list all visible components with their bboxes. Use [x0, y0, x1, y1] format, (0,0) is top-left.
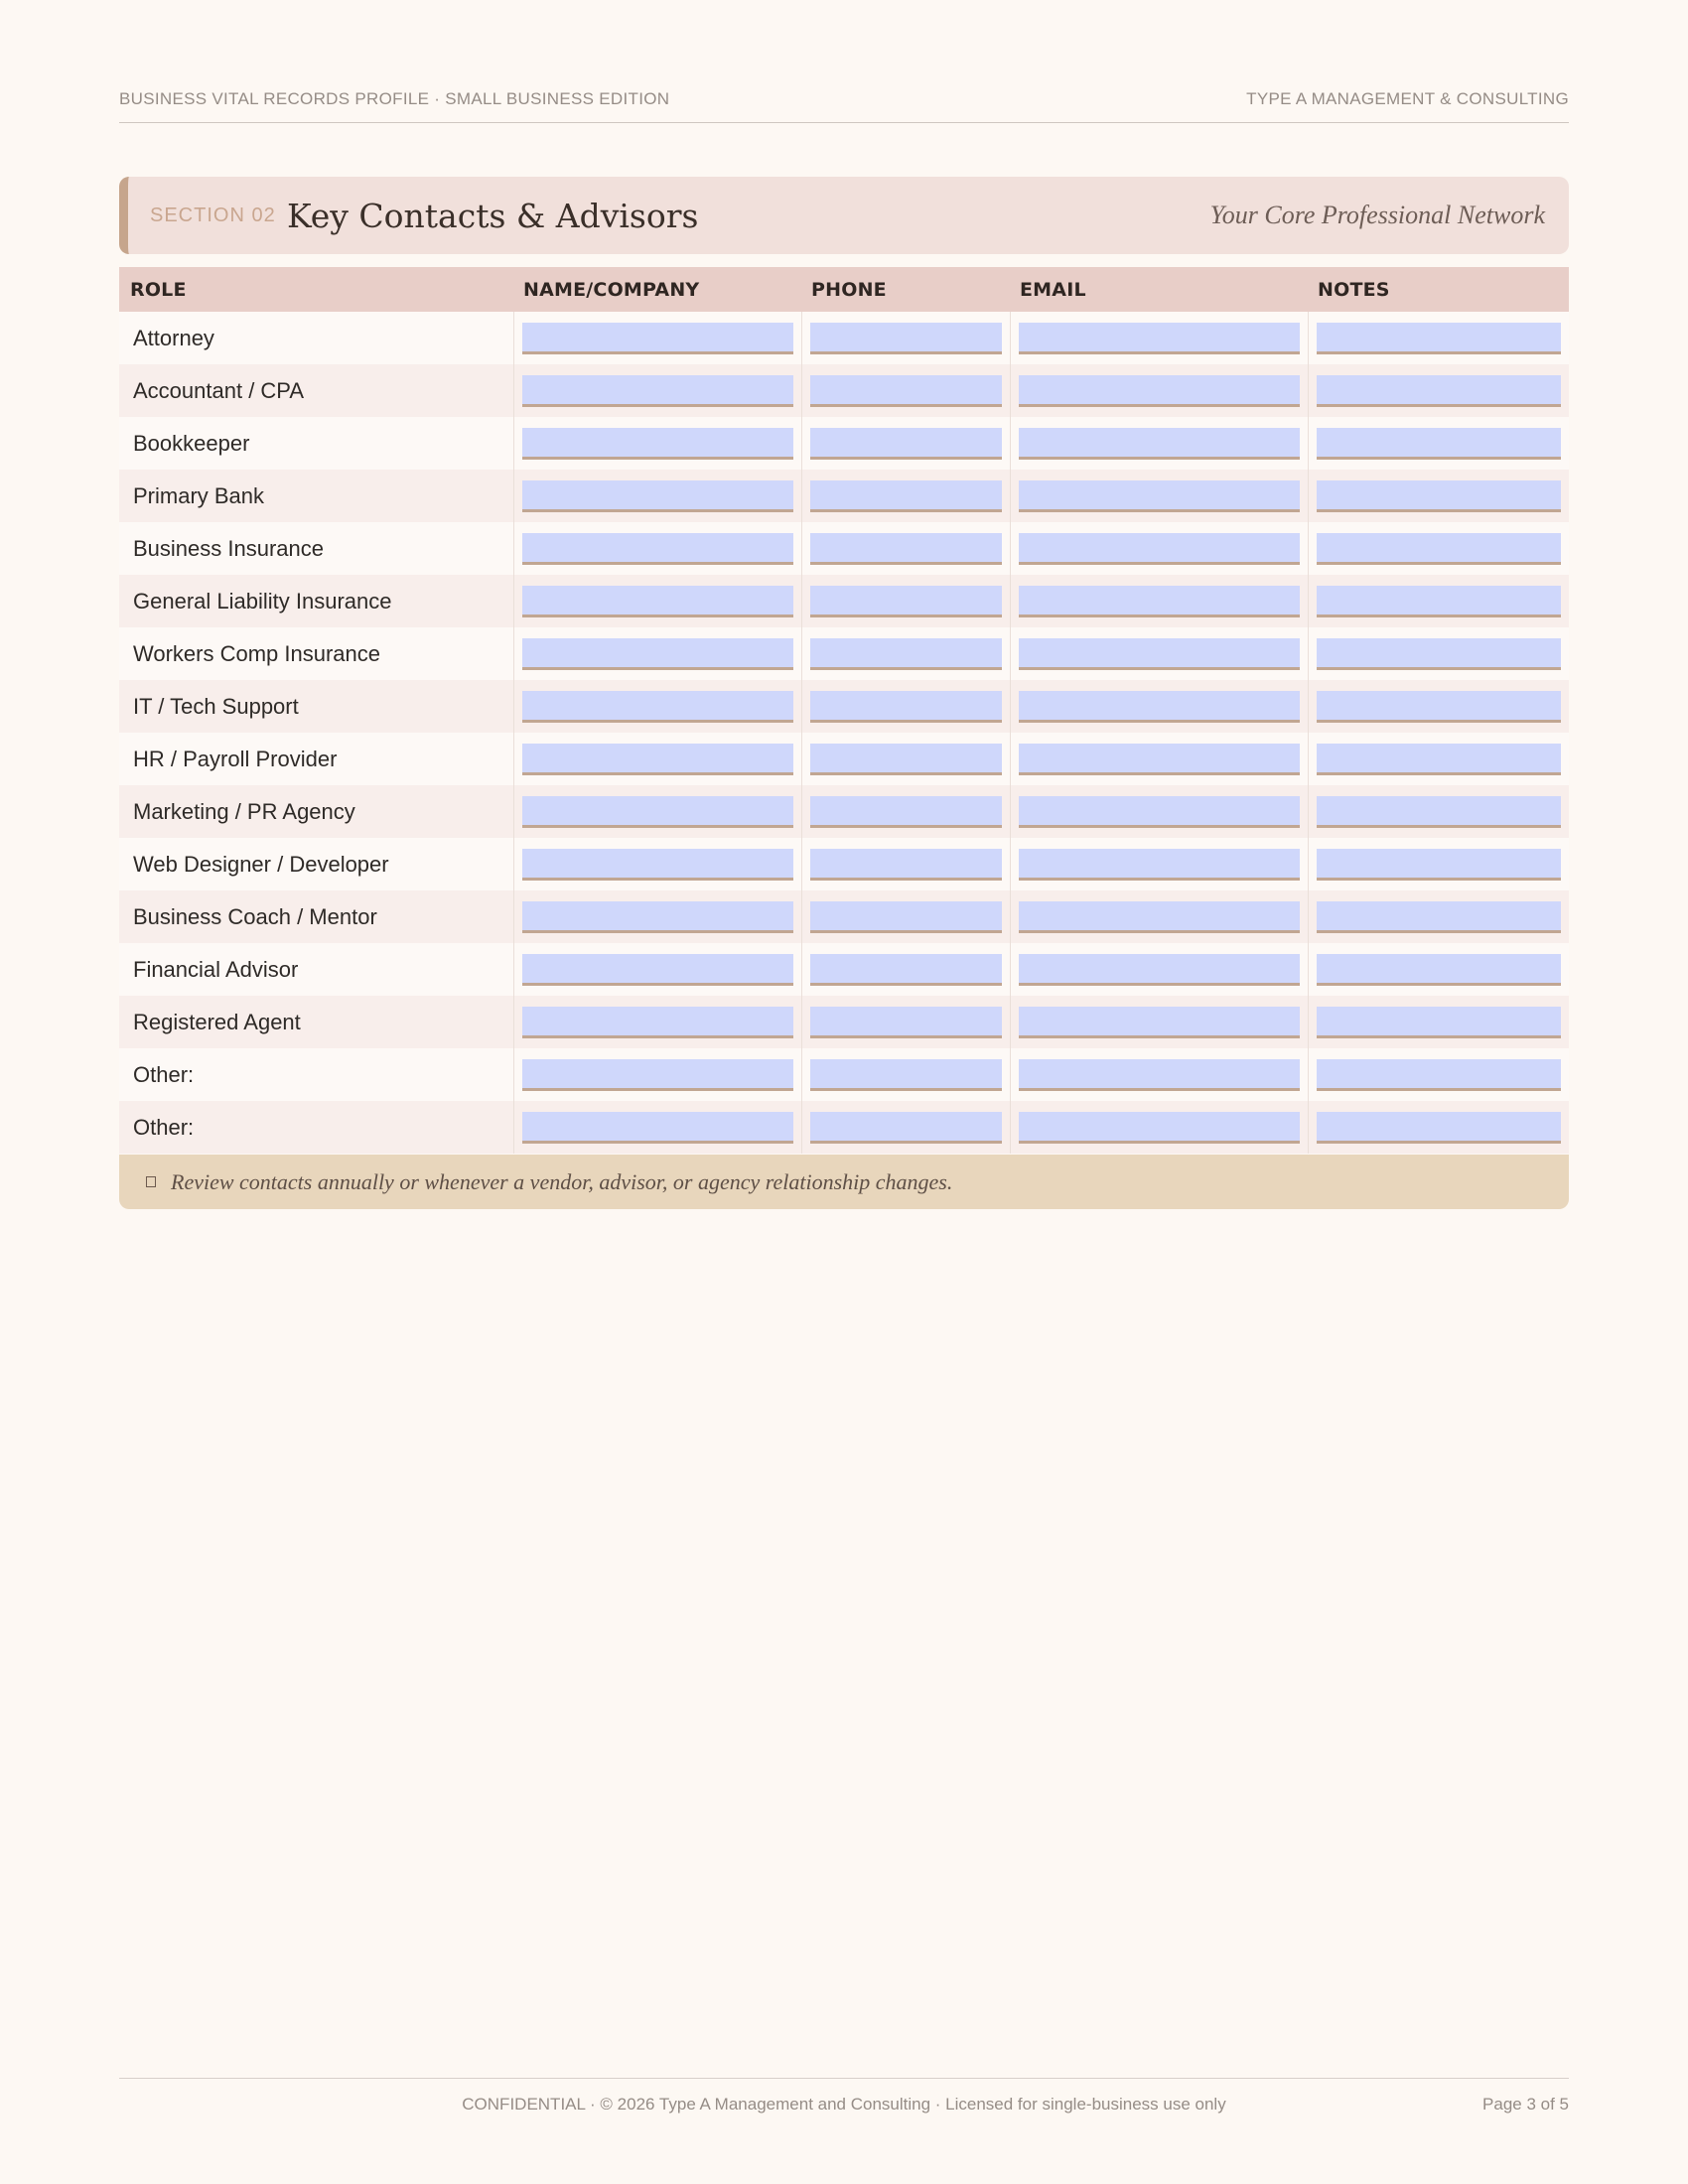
table-row: [119, 996, 1569, 1048]
name-company-cell: [514, 680, 802, 733]
phone-field[interactable]: [810, 1112, 1002, 1144]
email-field[interactable]: [1019, 796, 1300, 828]
notes-cell: [1309, 417, 1569, 470]
notes-field[interactable]: [1317, 744, 1561, 775]
name-company-field[interactable]: [522, 849, 793, 881]
section-banner: [119, 177, 1569, 254]
phone-cell: [802, 1101, 1011, 1154]
table-body: [119, 312, 1569, 1154]
role-label: Web Designer / Developer: [119, 838, 514, 890]
name-company-field[interactable]: [522, 744, 793, 775]
column-header-phone: PHONE: [811, 278, 887, 301]
email-cell: [1011, 838, 1309, 890]
phone-cell: [802, 1048, 1011, 1101]
name-company-cell: [514, 470, 802, 522]
column-header-role: ROLE: [130, 278, 187, 301]
name-company-field[interactable]: [522, 954, 793, 986]
email-field[interactable]: [1019, 375, 1300, 407]
email-field[interactable]: [1019, 849, 1300, 881]
email-field[interactable]: [1019, 533, 1300, 565]
email-cell: [1011, 680, 1309, 733]
phone-cell: [802, 996, 1011, 1048]
phone-field[interactable]: [810, 849, 1002, 881]
name-company-cell: [514, 312, 802, 364]
email-cell: [1011, 785, 1309, 838]
name-company-cell: [514, 627, 802, 680]
phone-cell: [802, 680, 1011, 733]
email-cell: [1011, 890, 1309, 943]
notes-cell: [1309, 575, 1569, 627]
name-company-field[interactable]: [522, 691, 793, 723]
notes-cell: [1309, 627, 1569, 680]
email-cell: [1011, 733, 1309, 785]
role-label: General Liability Insurance: [119, 575, 514, 627]
notes-field[interactable]: [1317, 428, 1561, 460]
table-row: [119, 1048, 1569, 1101]
name-company-field[interactable]: [522, 1112, 793, 1144]
review-note-text: Review contacts annually or whenever a vendor, advisor, or agency relationship changes.: [171, 1168, 953, 1194]
notes-cell: [1309, 522, 1569, 575]
table-row: [119, 680, 1569, 733]
table-row: [119, 575, 1569, 627]
name-company-cell: [514, 522, 802, 575]
notes-cell: [1309, 364, 1569, 417]
section-subtitle: Your Core Professional Network: [1209, 201, 1545, 229]
phone-field[interactable]: [810, 533, 1002, 565]
name-company-field[interactable]: [522, 428, 793, 460]
footer-license: CONFIDENTIAL · © 2026 Type A Management and Consulting · Licensed for single-business use only: [462, 2095, 1226, 2114]
notes-cell: [1309, 890, 1569, 943]
role-label: IT / Tech Support: [119, 680, 514, 733]
phone-cell: [802, 522, 1011, 575]
email-field[interactable]: [1019, 744, 1300, 775]
role-label: Other:: [119, 1048, 514, 1101]
email-cell: [1011, 522, 1309, 575]
review-note: [119, 1155, 1569, 1209]
phone-field[interactable]: [810, 1007, 1002, 1038]
email-cell: [1011, 417, 1309, 470]
notes-field[interactable]: [1317, 638, 1561, 670]
column-header-notes: NOTES: [1318, 278, 1390, 301]
email-field[interactable]: [1019, 428, 1300, 460]
phone-field[interactable]: [810, 375, 1002, 407]
email-cell: [1011, 1101, 1309, 1154]
page-number: Page 3 of 5: [1482, 2095, 1569, 2114]
notes-field[interactable]: [1317, 1007, 1561, 1038]
email-field[interactable]: [1019, 638, 1300, 670]
column-header-email: EMAIL: [1020, 278, 1086, 301]
name-company-field[interactable]: [522, 533, 793, 565]
page-footer: [119, 2078, 1569, 2117]
email-field[interactable]: [1019, 691, 1300, 723]
name-company-cell: [514, 364, 802, 417]
email-field[interactable]: [1019, 1059, 1300, 1091]
notes-cell: [1309, 680, 1569, 733]
notes-cell: [1309, 838, 1569, 890]
role-label: Business Coach / Mentor: [119, 890, 514, 943]
name-company-cell: [514, 838, 802, 890]
table-row: [119, 417, 1569, 470]
table-row: [119, 522, 1569, 575]
role-label: Financial Advisor: [119, 943, 514, 996]
phone-field[interactable]: [810, 744, 1002, 775]
email-cell: [1011, 1048, 1309, 1101]
phone-field[interactable]: [810, 323, 1002, 354]
role-label: Marketing / PR Agency: [119, 785, 514, 838]
notes-cell: [1309, 1048, 1569, 1101]
name-company-cell: [514, 733, 802, 785]
email-cell: [1011, 943, 1309, 996]
notes-field[interactable]: [1317, 533, 1561, 565]
email-field[interactable]: [1019, 586, 1300, 617]
name-company-cell: [514, 890, 802, 943]
name-company-field[interactable]: [522, 323, 793, 354]
phone-field[interactable]: [810, 586, 1002, 617]
name-company-cell: [514, 1048, 802, 1101]
table-row: [119, 890, 1569, 943]
checkbox-icon: [146, 1176, 156, 1187]
notes-cell: [1309, 1101, 1569, 1154]
notes-cell: [1309, 943, 1569, 996]
notes-field[interactable]: [1317, 849, 1561, 881]
phone-field[interactable]: [810, 480, 1002, 512]
notes-field[interactable]: [1317, 375, 1561, 407]
table-row: [119, 364, 1569, 417]
phone-cell: [802, 575, 1011, 627]
name-company-field[interactable]: [522, 1059, 793, 1091]
section-number: SECTION 02: [150, 204, 276, 226]
notes-field[interactable]: [1317, 480, 1561, 512]
phone-cell: [802, 838, 1011, 890]
notes-field[interactable]: [1317, 323, 1561, 354]
table-row: [119, 838, 1569, 890]
phone-cell: [802, 890, 1011, 943]
name-company-field[interactable]: [522, 638, 793, 670]
notes-cell: [1309, 733, 1569, 785]
email-field[interactable]: [1019, 954, 1300, 986]
name-company-field[interactable]: [522, 480, 793, 512]
email-cell: [1011, 312, 1309, 364]
email-cell: [1011, 470, 1309, 522]
role-label: Workers Comp Insurance: [119, 627, 514, 680]
notes-field[interactable]: [1317, 1059, 1561, 1091]
phone-field[interactable]: [810, 796, 1002, 828]
table-row: [119, 785, 1569, 838]
role-label: Accountant / CPA: [119, 364, 514, 417]
table-row: [119, 312, 1569, 364]
page-header: [119, 89, 1569, 123]
notes-cell: [1309, 470, 1569, 522]
notes-field[interactable]: [1317, 954, 1561, 986]
publisher-name: TYPE A MANAGEMENT & CONSULTING: [1246, 89, 1569, 108]
table-row: [119, 943, 1569, 996]
role-label: Primary Bank: [119, 470, 514, 522]
name-company-cell: [514, 943, 802, 996]
phone-field[interactable]: [810, 1059, 1002, 1091]
phone-field[interactable]: [810, 638, 1002, 670]
section-title: Key Contacts & Advisors: [287, 196, 699, 235]
role-label: Business Insurance: [119, 522, 514, 575]
role-label: Attorney: [119, 312, 514, 364]
notes-cell: [1309, 785, 1569, 838]
name-company-field[interactable]: [522, 586, 793, 617]
phone-cell: [802, 943, 1011, 996]
notes-field[interactable]: [1317, 796, 1561, 828]
document-title: BUSINESS VITAL RECORDS PROFILE · SMALL BUSINESS EDITION: [119, 89, 670, 108]
role-label: Bookkeeper: [119, 417, 514, 470]
email-field[interactable]: [1019, 323, 1300, 354]
role-label: Registered Agent: [119, 996, 514, 1048]
email-field[interactable]: [1019, 1112, 1300, 1144]
role-label: HR / Payroll Provider: [119, 733, 514, 785]
column-header-name-company: NAME/COMPANY: [523, 278, 700, 301]
name-company-cell: [514, 996, 802, 1048]
name-company-cell: [514, 417, 802, 470]
contacts-table: [119, 267, 1569, 1154]
table-row: [119, 1101, 1569, 1154]
email-cell: [1011, 364, 1309, 417]
phone-cell: [802, 364, 1011, 417]
notes-cell: [1309, 996, 1569, 1048]
phone-field[interactable]: [810, 954, 1002, 986]
phone-cell: [802, 627, 1011, 680]
email-field[interactable]: [1019, 1007, 1300, 1038]
email-field[interactable]: [1019, 901, 1300, 933]
phone-field[interactable]: [810, 428, 1002, 460]
email-field[interactable]: [1019, 480, 1300, 512]
phone-cell: [802, 470, 1011, 522]
notes-field[interactable]: [1317, 901, 1561, 933]
name-company-field[interactable]: [522, 901, 793, 933]
notes-cell: [1309, 312, 1569, 364]
phone-cell: [802, 785, 1011, 838]
name-company-field[interactable]: [522, 796, 793, 828]
phone-field[interactable]: [810, 901, 1002, 933]
phone-field[interactable]: [810, 691, 1002, 723]
table-row: [119, 733, 1569, 785]
notes-field[interactable]: [1317, 1112, 1561, 1144]
email-cell: [1011, 627, 1309, 680]
table-row: [119, 470, 1569, 522]
email-cell: [1011, 575, 1309, 627]
table-header-row: [119, 267, 1569, 312]
name-company-field[interactable]: [522, 1007, 793, 1038]
phone-cell: [802, 733, 1011, 785]
name-company-cell: [514, 1101, 802, 1154]
role-label: Other:: [119, 1101, 514, 1154]
name-company-field[interactable]: [522, 375, 793, 407]
name-company-cell: [514, 575, 802, 627]
notes-field[interactable]: [1317, 586, 1561, 617]
table-row: [119, 627, 1569, 680]
email-cell: [1011, 996, 1309, 1048]
name-company-cell: [514, 785, 802, 838]
notes-field[interactable]: [1317, 691, 1561, 723]
phone-cell: [802, 312, 1011, 364]
phone-cell: [802, 417, 1011, 470]
